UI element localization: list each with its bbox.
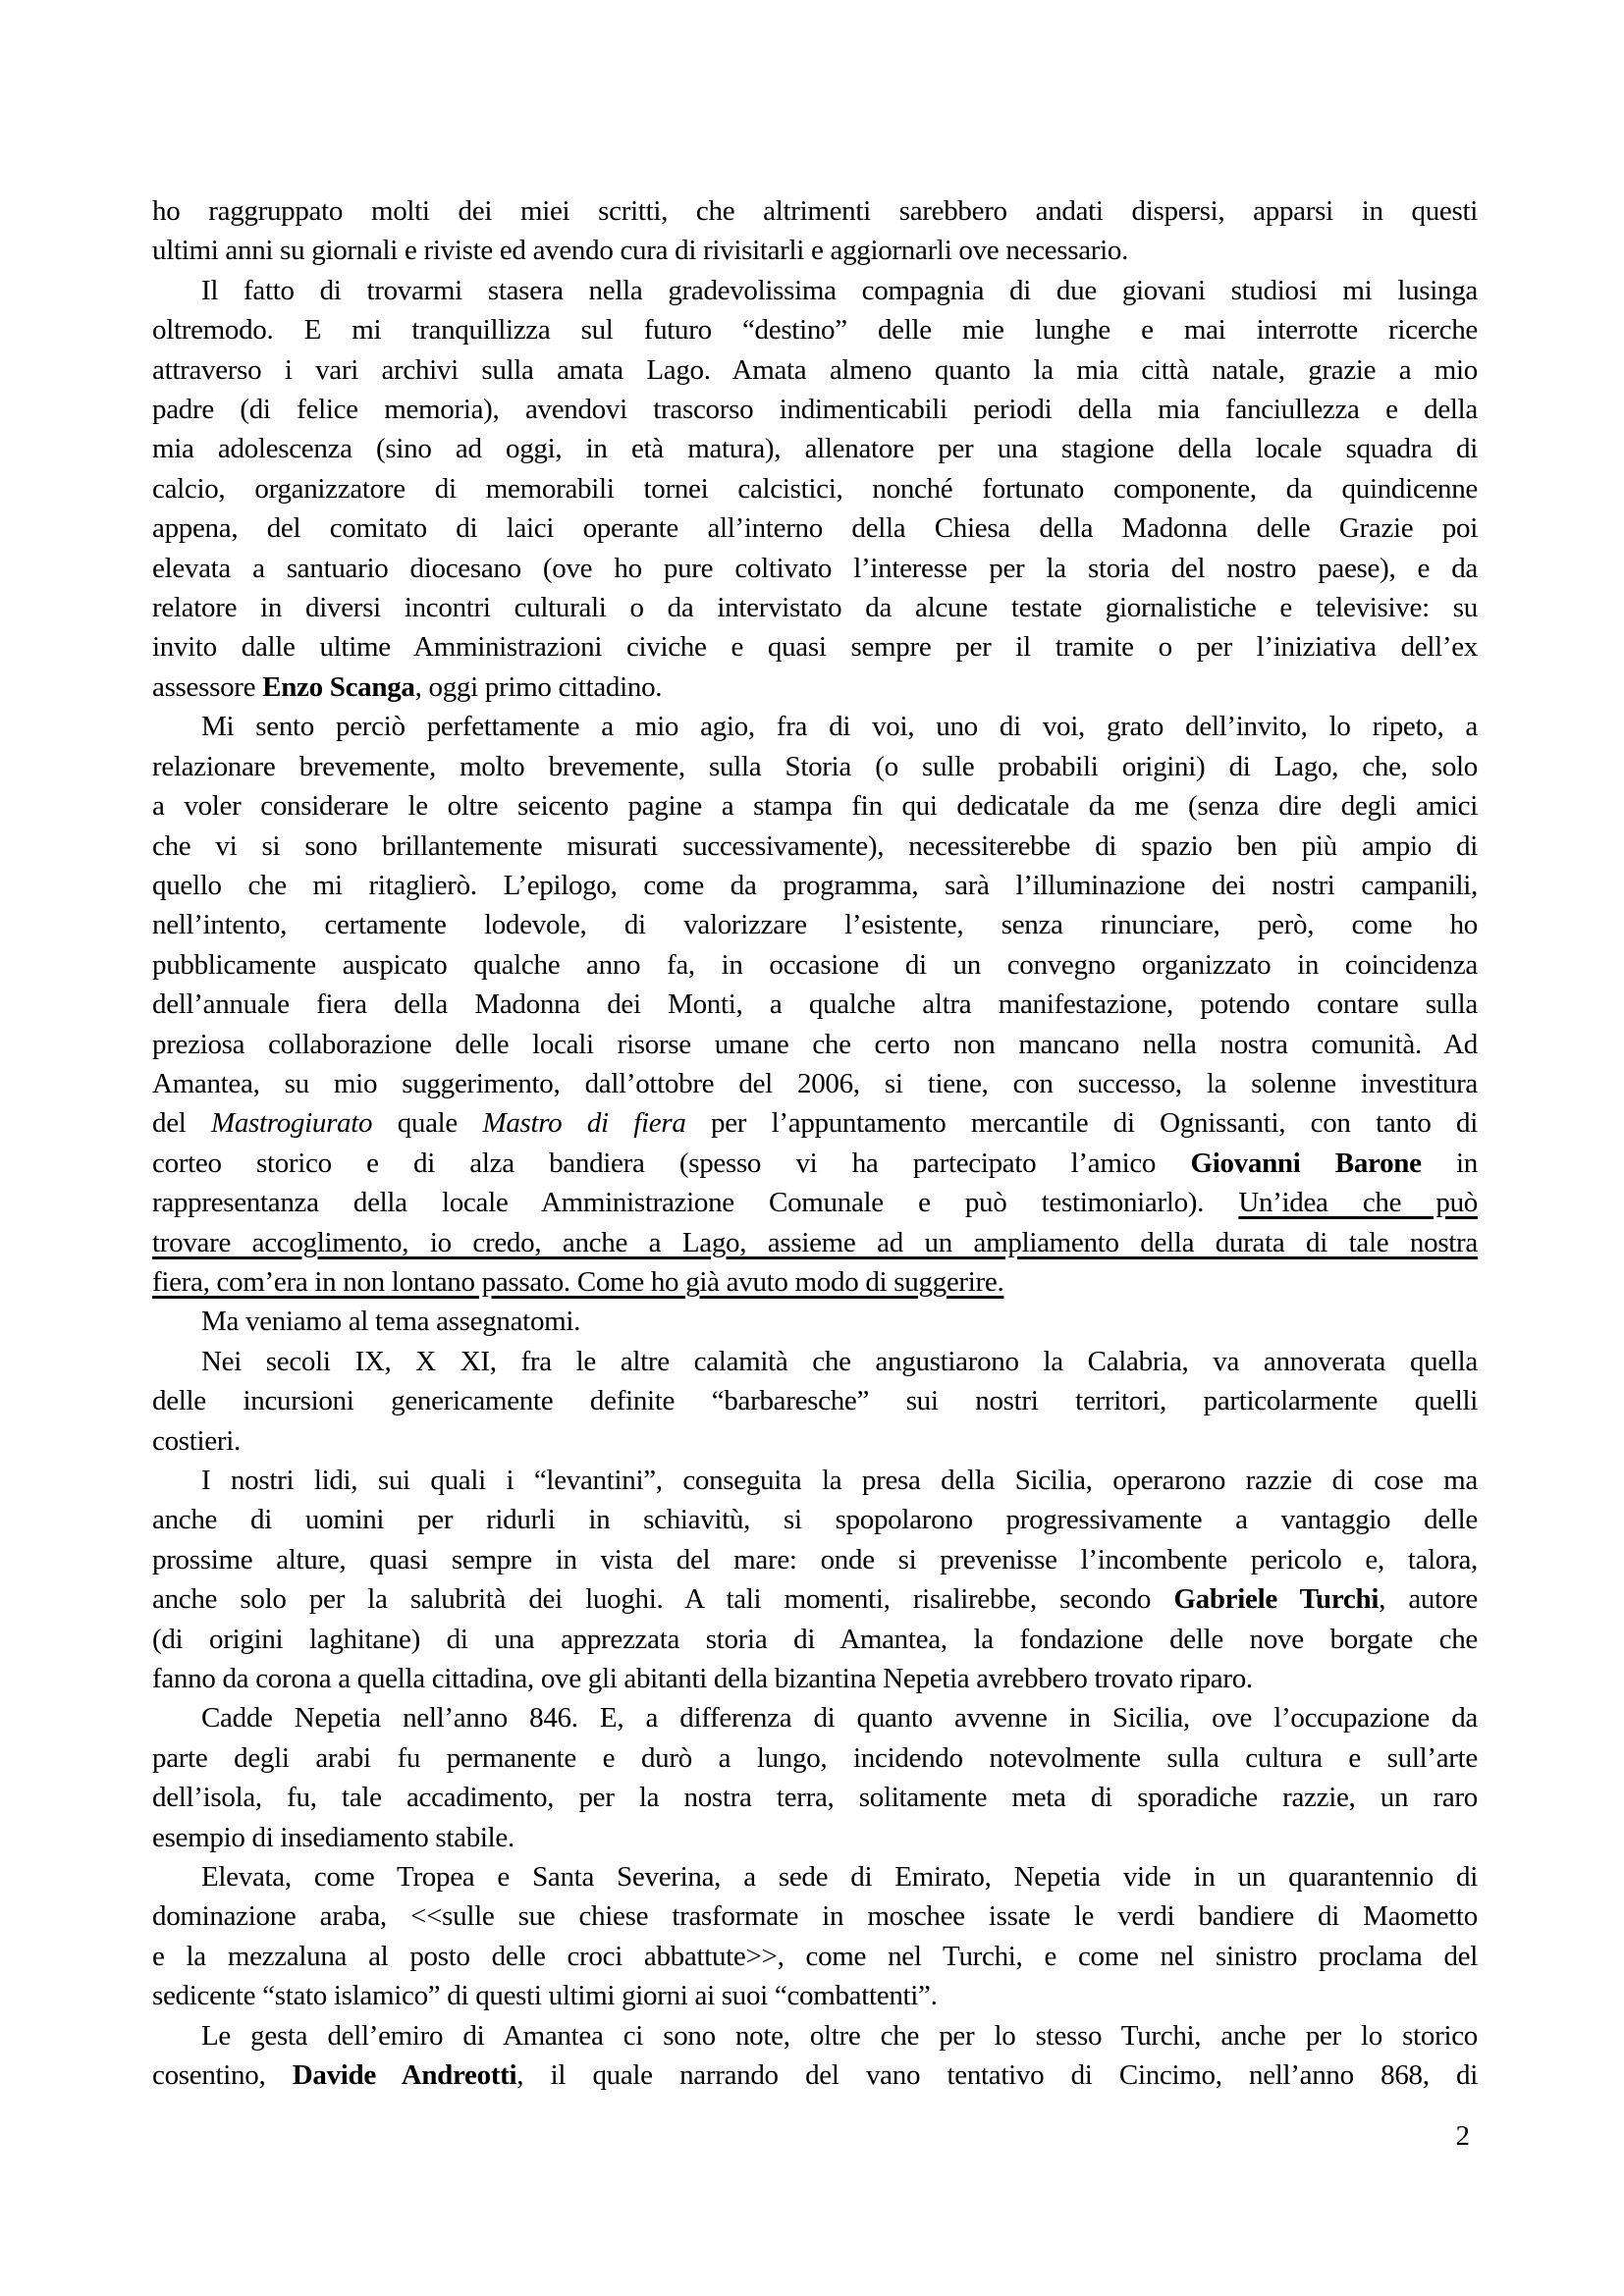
text-run: pubblicamente auspicato qualche anno fa, in occasione di un convegno organizzato in coincidenza xyxy=(152,948,1478,981)
page-number: 2 xyxy=(1455,2120,1470,2152)
text-run: anche di uomini per ridurli in schiavitù, si spopolarono progressivamente a vantaggio delle xyxy=(152,1504,1478,1536)
text-run: sedicente “stato islamico” di questi ultimi giorni ai suoi “combattenti”. xyxy=(152,1980,938,2012)
text-run: I nostri lidi, sui quali i “levantini”, conseguita la presa della Sicilia, operarono razzie di cose ma xyxy=(201,1465,1478,1496)
text-run: quello che mi ritaglierò. L’epilogo, come da programma, sarà l’illuminazione dei nostri campanili, xyxy=(152,869,1478,901)
text-run: , oggi primo cittadino. xyxy=(414,670,663,703)
text-run: anche solo per la salubrità dei luoghi. A tali momenti, risalirebbe, secondo xyxy=(152,1583,1174,1616)
text-line xyxy=(152,707,1478,746)
text-run: elevata a santuario diocesano (ove ho pure coltivato l’interesse per la storia del nostro paese), e da xyxy=(152,552,1478,584)
text-line xyxy=(152,827,1478,866)
text-run: Enzo Scanga xyxy=(262,670,415,703)
text-run: dell’isola, fu, tale accadimento, per la nostra terra, solitamente meta di sporadiche razzie, un raro xyxy=(152,1782,1478,1814)
text-line xyxy=(152,1064,1478,1103)
text-run: , autore xyxy=(1379,1583,1478,1616)
text-run: costieri. xyxy=(152,1424,241,1457)
text-line xyxy=(152,1937,1478,1976)
text-line xyxy=(152,1818,1478,1857)
text-run: assessore xyxy=(152,670,263,703)
text-run: Le gesta dell’emiro di Amantea ci sono note, oltre che per lo stesso Turchi, anche per lo storico xyxy=(201,2019,1478,2052)
text-run: a voler considerare le oltre seicento pagine a stampa fin qui dedicatale da me (senza dire degli amici xyxy=(152,790,1478,823)
text-line xyxy=(152,588,1478,627)
text-run: e la mezzaluna al posto delle croci abbattute>>, come nel Turchi, e come nel sinistro proclama del xyxy=(152,1940,1478,1972)
text-run: parte degli arabi fu permanente e durò a lungo, incidendo notevolmente sulla cultura e sull’arte xyxy=(152,1741,1478,1774)
text-run: relatore in diversi incontri culturali o da intervistato da alcune testate giornalistiche e televisive: su xyxy=(152,592,1478,624)
text-run: Mastrogiurato xyxy=(211,1107,373,1140)
text-run: attraverso i vari archivi sulla amata Lago. Amata almeno quanto la mia città natale, grazie a mio xyxy=(152,353,1478,386)
text-line xyxy=(152,1381,1478,1420)
text-line xyxy=(152,1620,1478,1659)
text-run: padre (di felice memoria), avendovi trascorso indimenticabili periodi della mia fanciullezza e della xyxy=(152,394,1478,426)
text-line xyxy=(152,1500,1478,1539)
text-line xyxy=(152,627,1478,667)
text-line xyxy=(152,390,1478,429)
text-line xyxy=(152,786,1478,826)
text-line xyxy=(152,1976,1478,2015)
text-line xyxy=(152,1025,1478,1064)
text-line xyxy=(152,1183,1478,1222)
text-run: cosentino, xyxy=(152,2059,293,2092)
text-run: Cadde Nepetia nell’anno 846. E, a differenza di quanto avvenne in Sicilia, ove l’occupazione da xyxy=(201,1702,1478,1735)
page-footer xyxy=(152,2095,1478,2156)
text-run: del xyxy=(152,1107,211,1140)
text-line xyxy=(152,945,1478,985)
text-run: Un’idea che può xyxy=(1238,1187,1478,1219)
text-line xyxy=(152,1659,1478,1698)
text-run: appena, del comitato di laici operante all’interno della Chiesa della Madonna delle Grazie poi xyxy=(152,512,1478,545)
text-run: Mi sento perciò perfettamente a mio agio, fra di voi, uno di voi, grato dell’invito, lo ripeto, a xyxy=(201,711,1478,743)
text-run: Davide Andreotti xyxy=(292,2059,517,2092)
text-line xyxy=(152,1738,1478,1778)
text-line xyxy=(152,191,1478,231)
text-line xyxy=(152,1103,1478,1143)
text-run: Nei secoli IX, X XI, fra le altre calamità che angustiarono la Calabria, va annoverata quella xyxy=(201,1345,1478,1377)
text-run: che vi si sono brillantemente misurati successivamente), necessiterebbe di spazio ben più ampio di xyxy=(152,829,1478,862)
text-line xyxy=(152,508,1478,548)
text-line xyxy=(152,2016,1478,2056)
text-line xyxy=(152,1302,1478,1341)
text-run: calcio, organizzatore di memorabili tornei calcistici, nonché fortunato componente, da quindicenne xyxy=(152,472,1478,505)
text-run: oltremodo. E mi tranquillizza sul futuro “destino” delle mie lunghe e mai interrotte ricerche xyxy=(152,314,1478,347)
text-line xyxy=(152,1540,1478,1579)
text-run: trovare accoglimento, io credo, anche a Lago, assieme ad un ampliamento della durata di tale nostra xyxy=(152,1226,1478,1258)
text-run: preziosa collaborazione delle locali risorse umane che certo non mancano nella nostra comunità. Ad xyxy=(152,1028,1478,1060)
text-line xyxy=(152,549,1478,588)
text-run: Giovanni Barone xyxy=(1190,1147,1422,1179)
text-run: Gabriele Turchi xyxy=(1173,1583,1380,1616)
text-line xyxy=(152,429,1478,468)
text-run: per l’appuntamento mercantile di Ognissanti, con tanto di xyxy=(685,1107,1479,1140)
text-run: Ma veniamo al tema assegnatomi. xyxy=(201,1306,581,1338)
text-run: prossime alture, quasi sempre in vista del mare: onde si prevenisse l’incombente pericolo e, talora, xyxy=(152,1543,1478,1575)
text-run: Elevata, come Tropea e Santa Severina, a sede di Emirato, Nepetia vide in un quarantennio di xyxy=(201,1861,1478,1894)
text-line xyxy=(152,1223,1478,1262)
text-line xyxy=(152,231,1478,270)
text-line xyxy=(152,1778,1478,1817)
text-line xyxy=(152,350,1478,390)
text-run: fiera, com’era in non lontano passato. Come ho già avuto modo di suggerire. xyxy=(152,1265,1004,1298)
text-run: , il quale narrando del vano tentativo di Cincimo, nell’anno 868, di xyxy=(516,2059,1479,2092)
text-run: delle incursioni genericamente definite “barbaresche” sui nostri territori, particolarmente quelli xyxy=(152,1385,1478,1417)
text-line xyxy=(152,866,1478,905)
text-line xyxy=(152,1698,1478,1737)
text-line xyxy=(152,1896,1478,1936)
text-run: ultimi anni su giornali e riviste ed avendo cura di rivisitarli e aggiornarli ove necessario. xyxy=(152,235,1129,267)
text-line xyxy=(152,469,1478,508)
text-run: dominazione araba, <<sulle sue chiese trasformate in moschee issate le verdi bandiere di Maometto xyxy=(152,1900,1478,1933)
text-line xyxy=(152,271,1478,310)
text-run: relazionare brevemente, molto brevemente, sulla Storia (o sulle probabili origini) di Lago, che, solo xyxy=(152,750,1478,782)
text-run: Amantea, su mio suggerimento, dall’ottobre del 2006, si tiene, con successo, la solenne investitura xyxy=(152,1067,1478,1099)
text-run: esempio di insediamento stabile. xyxy=(152,1821,514,1853)
text-line xyxy=(152,1262,1478,1302)
text-run: rappresentanza della locale Amministrazione Comunale e può testimoniarlo). xyxy=(152,1187,1239,1219)
text-line xyxy=(152,1342,1478,1381)
text-line xyxy=(152,985,1478,1024)
text-line xyxy=(152,2056,1478,2095)
text-line xyxy=(152,747,1478,786)
text-line xyxy=(152,1144,1478,1183)
text-line xyxy=(152,667,1478,707)
text-run: corteo storico e di alza bandiera (spesso vi ha partecipato l’amico xyxy=(152,1147,1191,1179)
text-run: nell’intento, certamente lodevole, di valorizzare l’esistente, senza rinunciare, però, come ho xyxy=(152,909,1478,941)
text-line xyxy=(152,1461,1478,1500)
text-run: in xyxy=(1421,1147,1478,1179)
document-body xyxy=(152,191,1478,2096)
text-run: Il fatto di trovarmi stasera nella gradevolissima compagnia di due giovani studiosi mi lusinga xyxy=(201,274,1478,306)
text-run: quale xyxy=(372,1107,483,1140)
text-line xyxy=(152,310,1478,349)
text-run: (di origini laghitane) di una apprezzata storia di Amantea, la fondazione delle nove borgate che xyxy=(152,1623,1478,1655)
text-run: dell’annuale fiera della Madonna dei Monti, a qualche altra manifestazione, potendo contare sulla xyxy=(152,988,1478,1021)
text-run: fanno da corona a quella cittadina, ove gli abitanti della bizantina Nepetia avrebbero trovato riparo. xyxy=(152,1663,1253,1695)
text-run: mia adolescenza (sino ad oggi, in età matura), allenatore per una stagione della locale squadra di xyxy=(152,433,1478,465)
text-run: invito dalle ultime Amministrazioni civiche e quasi sempre per il tramite o per l’iniziativa dell’ex xyxy=(152,631,1478,664)
text-run: ho raggruppato molti dei miei scritti, che altrimenti sarebbero andati dispersi, apparsi in questi xyxy=(152,195,1478,227)
text-line xyxy=(152,1421,1478,1461)
text-line xyxy=(152,1579,1478,1619)
text-line xyxy=(152,1857,1478,1896)
text-run: Mastro di fiera xyxy=(482,1107,686,1140)
text-line xyxy=(152,905,1478,944)
